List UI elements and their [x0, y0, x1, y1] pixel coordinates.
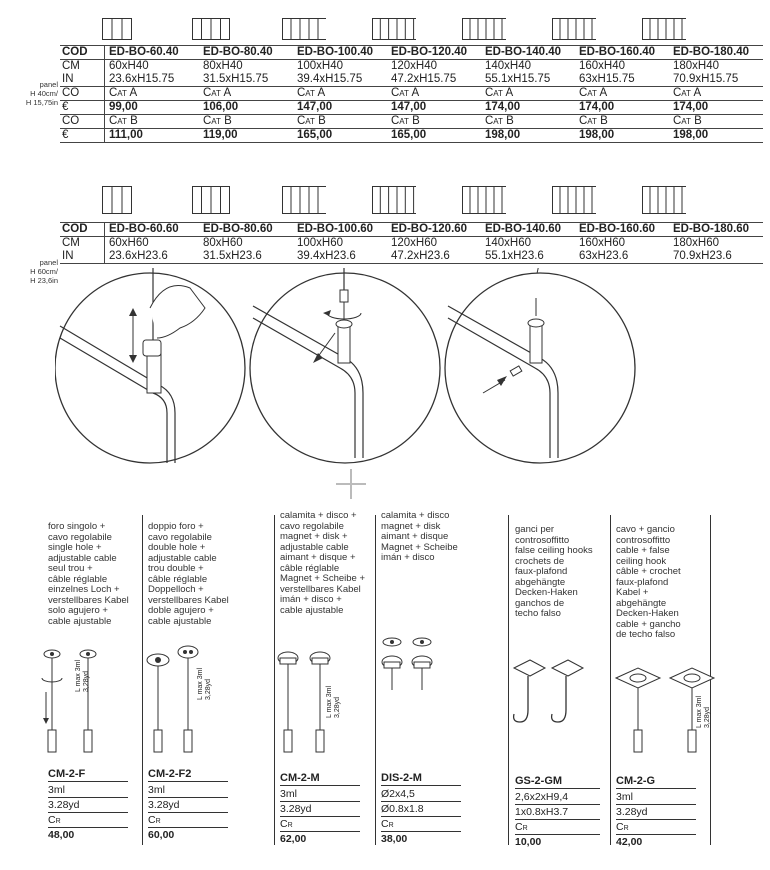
- panel-160-icon: [552, 186, 596, 208]
- row-key: CO: [60, 115, 105, 129]
- table-row: [60, 115, 763, 129]
- panel-180-icon: [642, 186, 686, 208]
- table-cell: 39.4xH23.6: [293, 250, 387, 264]
- table-cell: 140xH60: [485, 237, 532, 249]
- table-cell: ED-BO-160.60: [575, 223, 669, 237]
- table-cell: 31.5xH15.75: [203, 73, 269, 85]
- table-cell: 198,00: [575, 129, 669, 143]
- product-spec: [280, 772, 360, 845]
- side-note-line: H 15,75in: [25, 98, 58, 107]
- table-cell: 198,00: [669, 129, 763, 143]
- panel-100-icon: [282, 186, 326, 208]
- table-cell: 147,00: [387, 101, 481, 115]
- panel-160-icon: [552, 18, 596, 40]
- row-key: IN: [60, 73, 105, 87]
- length-label: L max 3ml 3,28yd: [197, 667, 212, 700]
- table-cell: 120xH60: [391, 237, 438, 249]
- table-cell: 120xH40: [391, 60, 438, 72]
- table-cell: 119,00: [199, 129, 293, 143]
- table-row: [60, 73, 763, 87]
- table-cell: 165,00: [293, 129, 387, 143]
- table-cell: ED-BO-160.40: [575, 46, 669, 60]
- side-note-line: H 40cm/: [30, 89, 58, 98]
- table-cell: 63xH15.75: [579, 73, 635, 85]
- table-cell: 23.6xH15.75: [109, 73, 175, 85]
- table-cell: 174,00: [669, 101, 763, 115]
- table-cell: Cat B: [575, 115, 669, 129]
- panel-140-icon: [462, 18, 506, 40]
- table-row: [60, 87, 763, 101]
- table-cell: ED-BO-60.60: [105, 223, 200, 237]
- table-cell: 160xH60: [579, 237, 626, 249]
- panel-icons-row-1: [102, 18, 732, 40]
- panel-140-icon: [462, 186, 506, 208]
- table-cell: 180xH40: [673, 60, 720, 72]
- side-note-line: panel: [39, 258, 58, 267]
- row-key: CM: [60, 60, 105, 74]
- table-cell: Cat A: [575, 87, 669, 101]
- table-cell: 174,00: [575, 101, 669, 115]
- product-code: DIS-2-M: [381, 772, 461, 786]
- product-code: GS-2-GM: [515, 775, 600, 789]
- product-size-metric: 2,6x2xH9,4: [515, 790, 600, 805]
- product-size-metric: 3ml: [616, 790, 696, 805]
- row-key: €: [60, 129, 105, 143]
- product-spec: [148, 768, 228, 841]
- table-row: [60, 129, 763, 143]
- table-cell: 100xH40: [297, 60, 344, 72]
- row-key: CM: [60, 237, 105, 251]
- table-cell: Cat A: [481, 87, 575, 101]
- product-size-metric: 3ml: [148, 783, 228, 798]
- product-category: Cr: [616, 820, 696, 835]
- table2-side-note: [4, 258, 58, 285]
- product-code: CM-2-M: [280, 772, 360, 786]
- product-code: CM-2-F2: [148, 768, 228, 782]
- table-cell: 160xH40: [579, 60, 626, 72]
- product-code: CM-2-G: [616, 775, 696, 789]
- product-spec: [48, 768, 128, 841]
- table-cell: 106,00: [199, 101, 293, 115]
- table-cell: Cat A: [293, 87, 387, 101]
- table-cell: 198,00: [481, 129, 575, 143]
- table-cell: 60xH40: [109, 60, 149, 72]
- table-cell: 80xH40: [203, 60, 243, 72]
- table-row: [60, 46, 763, 60]
- table-cell: 180xH60: [673, 237, 720, 249]
- side-note-line: H 60cm/: [30, 267, 58, 276]
- side-note-line: panel: [39, 80, 58, 89]
- row-key: IN: [60, 250, 105, 264]
- table-cell: ED-BO-120.60: [387, 223, 481, 237]
- table-cell: Cat B: [387, 115, 481, 129]
- panel-60-icon: [102, 186, 146, 208]
- table-cell: 63xH23.6: [575, 250, 669, 264]
- table-cell: 100xH60: [297, 237, 344, 249]
- product-price: 42,00: [616, 836, 643, 848]
- product-price: 38,00: [381, 833, 408, 845]
- step-3-illustration: [445, 273, 635, 463]
- product-category: Cr: [48, 813, 128, 828]
- table-cell: 70.9xH15.75: [673, 73, 739, 85]
- product-spec: [381, 772, 461, 845]
- step-1-illustration: [55, 268, 245, 463]
- table1-side-note: [4, 80, 58, 107]
- length-label: L max 3ml 3,28yd: [696, 695, 711, 728]
- dis-2-m-illustration: [382, 638, 432, 690]
- table-cell: 47.2xH23.6: [387, 250, 481, 264]
- product-size-imperial: 3.28yd: [616, 805, 696, 820]
- product-desc: doppio foro + cavo regolabile double hole + adjustable cable trou double + câble réglable Doppelloch + verstellbares Kabel doble agujero + cable ajustable: [148, 521, 229, 627]
- table-cell: 55.1xH15.75: [485, 73, 551, 85]
- table-cell: ED-BO-180.60: [669, 223, 763, 237]
- installation-diagram: [55, 268, 705, 468]
- price-table-h60: [60, 222, 763, 264]
- product-category: Cr: [515, 820, 600, 835]
- product-size-imperial: Ø0.8x1.8: [381, 802, 461, 817]
- row-key: CO: [60, 87, 105, 101]
- length-label: L max 3ml 3,28yd: [75, 659, 90, 692]
- product-size-imperial: 1x0.8xH3.7: [515, 805, 600, 820]
- panel-60-icon: [102, 18, 146, 40]
- hardware-illustrations: [30, 630, 730, 770]
- table-cell: ED-BO-80.40: [199, 46, 293, 60]
- product-price: 10,00: [515, 836, 542, 848]
- table-cell: 99,00: [105, 101, 200, 115]
- product-price: 60,00: [148, 829, 175, 841]
- panel-180-icon: [642, 18, 686, 40]
- row-key: COD: [60, 46, 105, 60]
- table-cell: Cat A: [669, 87, 763, 101]
- product-category: Cr: [148, 813, 228, 828]
- product-category: Cr: [280, 817, 360, 832]
- panel-120-icon: [372, 18, 416, 40]
- table-cell: Cat B: [481, 115, 575, 129]
- product-category: Cr: [381, 817, 461, 832]
- panel-icons-row-2: [102, 186, 732, 208]
- gs-2-gm-illustration: [514, 660, 583, 722]
- product-size-metric: Ø2x4,5: [381, 787, 461, 802]
- table-cell: ED-BO-60.40: [105, 46, 200, 60]
- product-size-imperial: 3.28yd: [148, 798, 228, 813]
- panel-100-icon: [282, 18, 326, 40]
- product-size-metric: 3ml: [280, 787, 360, 802]
- product-size-metric: 3ml: [48, 783, 128, 798]
- table-cell: 23.6xH23.6: [105, 250, 200, 264]
- product-spec: [616, 775, 696, 848]
- table-cell: Cat B: [669, 115, 763, 129]
- table-cell: 147,00: [293, 101, 387, 115]
- table-cell: 174,00: [481, 101, 575, 115]
- table-cell: ED-BO-140.40: [481, 46, 575, 60]
- table-cell: Cat A: [105, 87, 200, 101]
- table-cell: ED-BO-120.40: [387, 46, 481, 60]
- product-desc: foro singolo + cavo regolabile single hole + adjustable cable seul trou + câble réglable einzelnes Loch + verstellbares Kabel solo agujero + cable ajustable: [48, 521, 129, 627]
- table-cell: Cat B: [293, 115, 387, 129]
- table-row: [60, 101, 763, 115]
- cm-2-f2-illustration: [147, 646, 198, 752]
- table-cell: ED-BO-180.40: [669, 46, 763, 60]
- product-desc: cavo + gancio controsoffitto cable + false ceiling hook câble + crochet faux-plafond Kabel + abgehängte Decken-Haken cable + gancho de techo falso: [616, 524, 681, 640]
- step-2-illustration: [250, 268, 440, 463]
- product-desc: ganci per controsoffitto false ceiling hooks crochets de faux-plafond abgehängte Decken-Haken ganchos de techo falso: [515, 524, 593, 619]
- panel-80-icon: [192, 18, 236, 40]
- table-cell: 31.5xH23.6: [199, 250, 293, 264]
- product-desc: calamita + disco magnet + disk aimant + disque Magnet + Scheibe imán + disco: [381, 510, 458, 563]
- plus-divider-icon: [336, 469, 366, 499]
- product-price: 62,00: [280, 833, 307, 845]
- product-price: 48,00: [48, 829, 75, 841]
- panel-80-icon: [192, 186, 236, 208]
- product-desc: calamita + disco + cavo regolabile magnet + disk + adjustable cable aimant + disque + câble réglable Magnet + Scheibe + verstellbares Kabel imán + disco + cable ajustable: [280, 510, 366, 616]
- table-cell: Cat B: [199, 115, 293, 129]
- row-key: €: [60, 101, 105, 115]
- table-cell: 111,00: [105, 129, 200, 143]
- table-row: [60, 250, 763, 264]
- product-code: CM-2-F: [48, 768, 128, 782]
- length-label: L max 3ml 3,28yd: [326, 685, 341, 718]
- table-cell: 47.2xH15.75: [391, 73, 457, 85]
- table-row: [60, 237, 763, 251]
- table-cell: 80xH60: [203, 237, 243, 249]
- product-size-imperial: 3.28yd: [280, 802, 360, 817]
- table-cell: ED-BO-100.60: [293, 223, 387, 237]
- table-cell: Cat A: [199, 87, 293, 101]
- table-cell: Cat B: [105, 115, 200, 129]
- table-cell: 165,00: [387, 129, 481, 143]
- table-row: [60, 60, 763, 74]
- table-cell: ED-BO-100.40: [293, 46, 387, 60]
- product-size-imperial: 3.28yd: [48, 798, 128, 813]
- table-cell: 60xH60: [109, 237, 149, 249]
- side-note-line: H 23,6in: [30, 276, 58, 285]
- price-table-h40: [60, 45, 763, 143]
- table-cell: 39.4xH15.75: [297, 73, 363, 85]
- table-cell: Cat A: [387, 87, 481, 101]
- table-cell: 55.1xH23.6: [481, 250, 575, 264]
- product-spec: [515, 775, 600, 848]
- panel-120-icon: [372, 186, 416, 208]
- table-cell: 70.9xH23.6: [669, 250, 763, 264]
- table-cell: ED-BO-80.60: [199, 223, 293, 237]
- table-cell: 140xH40: [485, 60, 532, 72]
- table-cell: ED-BO-140.60: [481, 223, 575, 237]
- cm-2-m-illustration: [278, 652, 330, 752]
- row-key: COD: [60, 223, 105, 237]
- table-row: [60, 223, 763, 237]
